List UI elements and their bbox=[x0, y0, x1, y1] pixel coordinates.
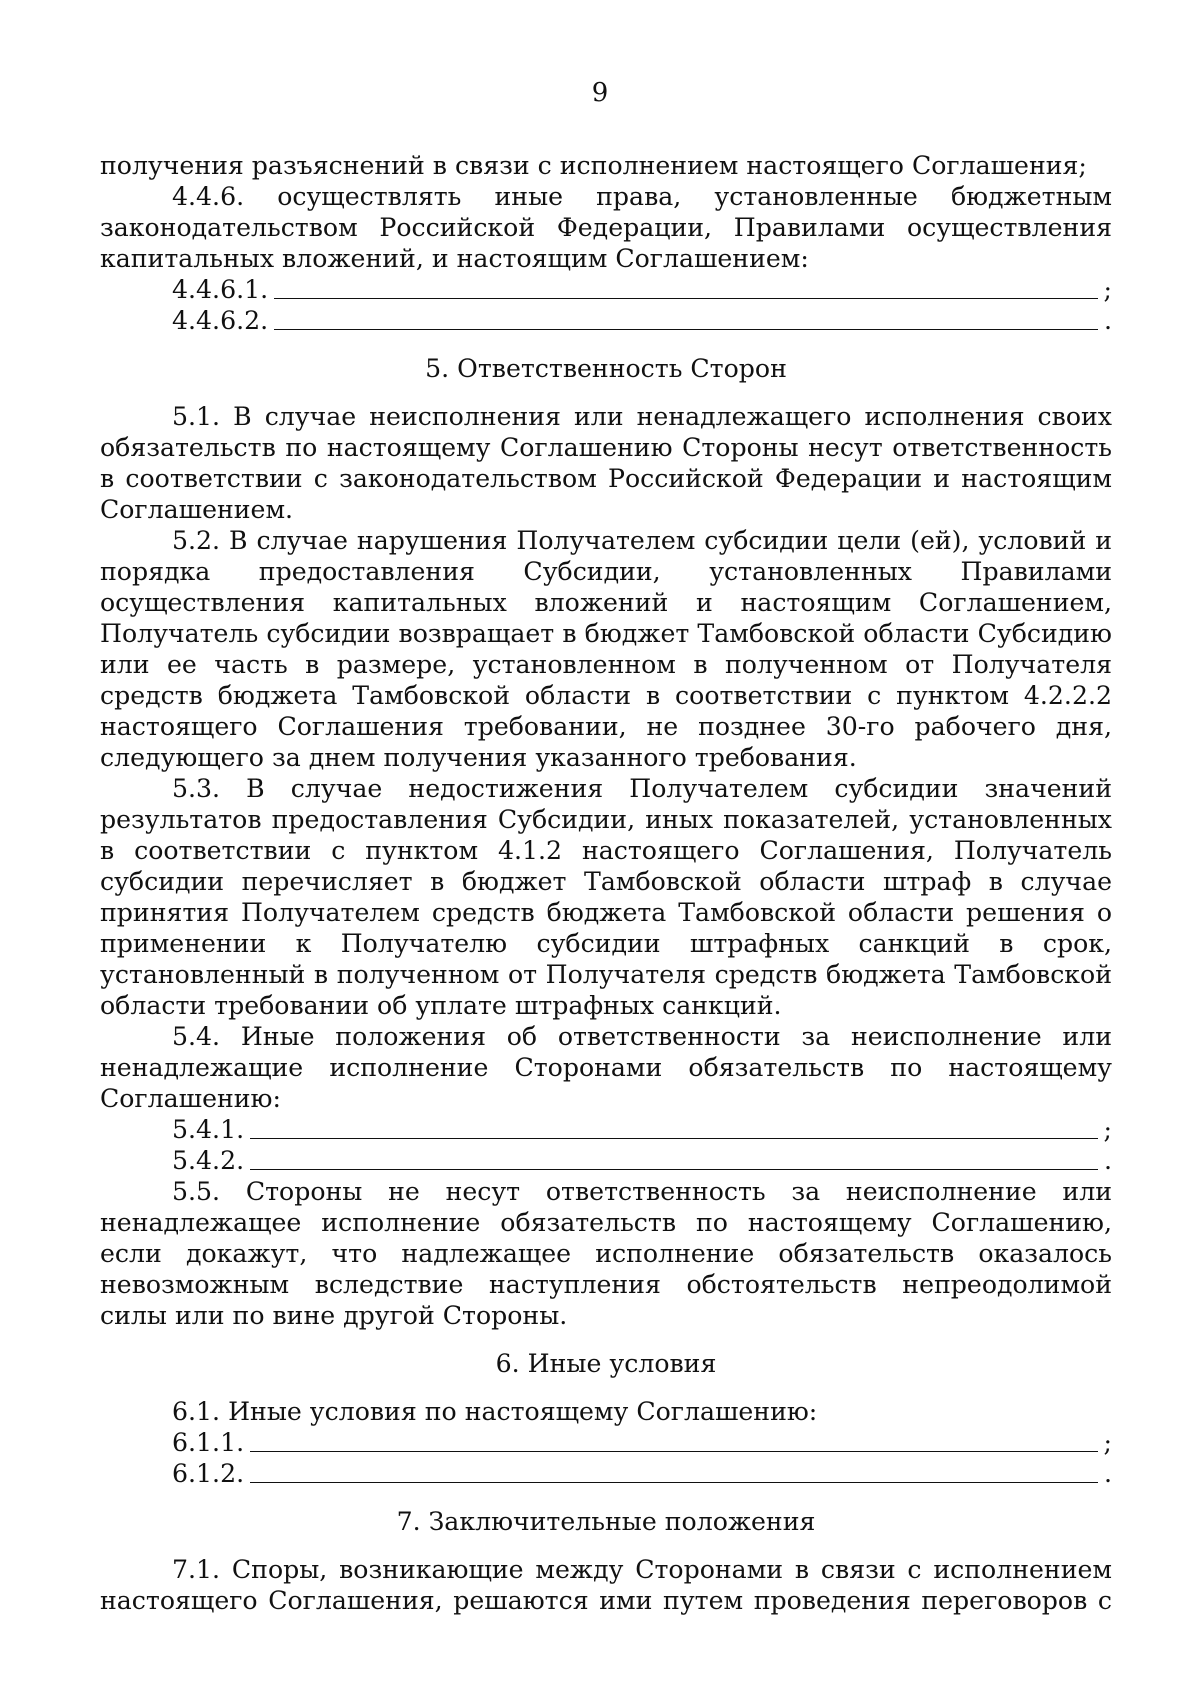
blank-6-1-2 bbox=[100, 1458, 1112, 1489]
clause-punct: . bbox=[1103, 1459, 1112, 1488]
clause-number: 6.1.2. bbox=[172, 1459, 245, 1488]
blank-line bbox=[250, 1138, 1097, 1139]
clause-punct: . bbox=[1103, 1146, 1112, 1175]
clause-punct: ; bbox=[1103, 275, 1112, 304]
paragraph-4-4-5-tail: получения разъяснений в связи с исполнением настоящего Соглашения; bbox=[100, 151, 1087, 180]
paragraph-5-1: 5.1. В случае неисполнения или ненадлежащего исполнения своих обязательств по настоящему Соглашению Стороны несут ответственность в соответствии с законодательством Российской Федерации и настоящим Соглашением. bbox=[100, 402, 1112, 524]
blank-line bbox=[274, 298, 1097, 299]
section-heading-7: 7. Заключительные положения bbox=[396, 1507, 816, 1536]
section-heading-6: 6. Иные условия bbox=[495, 1349, 717, 1378]
clause-punct: . bbox=[1103, 306, 1112, 335]
clause-number: 4.4.6.2. bbox=[172, 306, 269, 335]
paragraph-4-4-6: 4.4.6. осуществлять иные права, установленные бюджетным законодательством Российской Федерации, Правилами осуществления капитальных вложений, и настоящим Соглашением: bbox=[100, 182, 1112, 273]
blank-6-1-1 bbox=[100, 1427, 1112, 1458]
paragraph-5-5: 5.5. Стороны не несут ответственность за неисполнение или ненадлежащее исполнение обязательств по настоящему Соглашению, если докажут, что надлежащее исполнение обязательств оказалось невозможным вследствие наступления обстоятельств непреодолимой силы или по вине другой Стороны. bbox=[100, 1177, 1112, 1330]
clause-punct: ; bbox=[1103, 1428, 1112, 1457]
paragraph-5-3: 5.3. В случае недостижения Получателем субсидии значений результатов предоставления Субсидии, иных показателей, установленных в соответствии с пунктом 4.1.2 настоящего Соглашения, Получатель субсидии перечисляет в бюджет Тамбовской области штраф в случае принятия Получателем средств бюджета Тамбовской области решения о применении к Получателю субсидии штрафных санкций в срок, установленный в полученном от Получателя средств бюджета Тамбовской области требовании об уплате штрафных санкций. bbox=[100, 774, 1112, 1020]
blank-line bbox=[250, 1169, 1098, 1170]
blank-5-4-2 bbox=[100, 1145, 1112, 1176]
page-number: 9 bbox=[591, 78, 609, 108]
blank-4-4-6-1 bbox=[100, 274, 1112, 305]
clause-number: 4.4.6.1. bbox=[172, 275, 269, 304]
document-body bbox=[100, 150, 1112, 1616]
paragraph-7-1: 7.1. Споры, возникающие между Сторонами в связи с исполнением настоящего Соглашения, решаются ими путем проведения переговоров с bbox=[100, 1555, 1112, 1615]
paragraph-6-1: 6.1. Иные условия по настоящему Соглашению: bbox=[172, 1397, 818, 1426]
blank-line bbox=[274, 329, 1098, 330]
clause-number: 5.4.1. bbox=[172, 1115, 245, 1144]
blank-line bbox=[250, 1482, 1098, 1483]
clause-number: 6.1.1. bbox=[172, 1428, 245, 1457]
blank-line bbox=[250, 1451, 1097, 1452]
paragraph-5-4: 5.4. Иные положения об ответственности за неисполнение или ненадлежащие исполнение Сторонами обязательств по настоящему Соглашению: bbox=[100, 1022, 1112, 1113]
blank-5-4-1 bbox=[100, 1114, 1112, 1145]
blank-4-4-6-2 bbox=[100, 305, 1112, 336]
paragraph-5-2: 5.2. В случае нарушения Получателем субсидии цели (ей), условий и порядка предоставления Субсидии, установленных Правилами осуществления капитальных вложений и настоящим Соглашением, Получатель субсидии возвращает в бюджет Тамбовской области Субсидию или ее часть в размере, установленном в полученном от Получателя средств бюджета Тамбовской области в соответствии с пунктом 4.2.2.2 настоящего Соглашения требовании, не позднее 30-го рабочего дня, следующего за днем получения указанного требования. bbox=[100, 526, 1112, 772]
section-heading-5: 5. Ответственность Сторон bbox=[425, 354, 787, 383]
clause-punct: ; bbox=[1103, 1115, 1112, 1144]
clause-number: 5.4.2. bbox=[172, 1146, 245, 1175]
